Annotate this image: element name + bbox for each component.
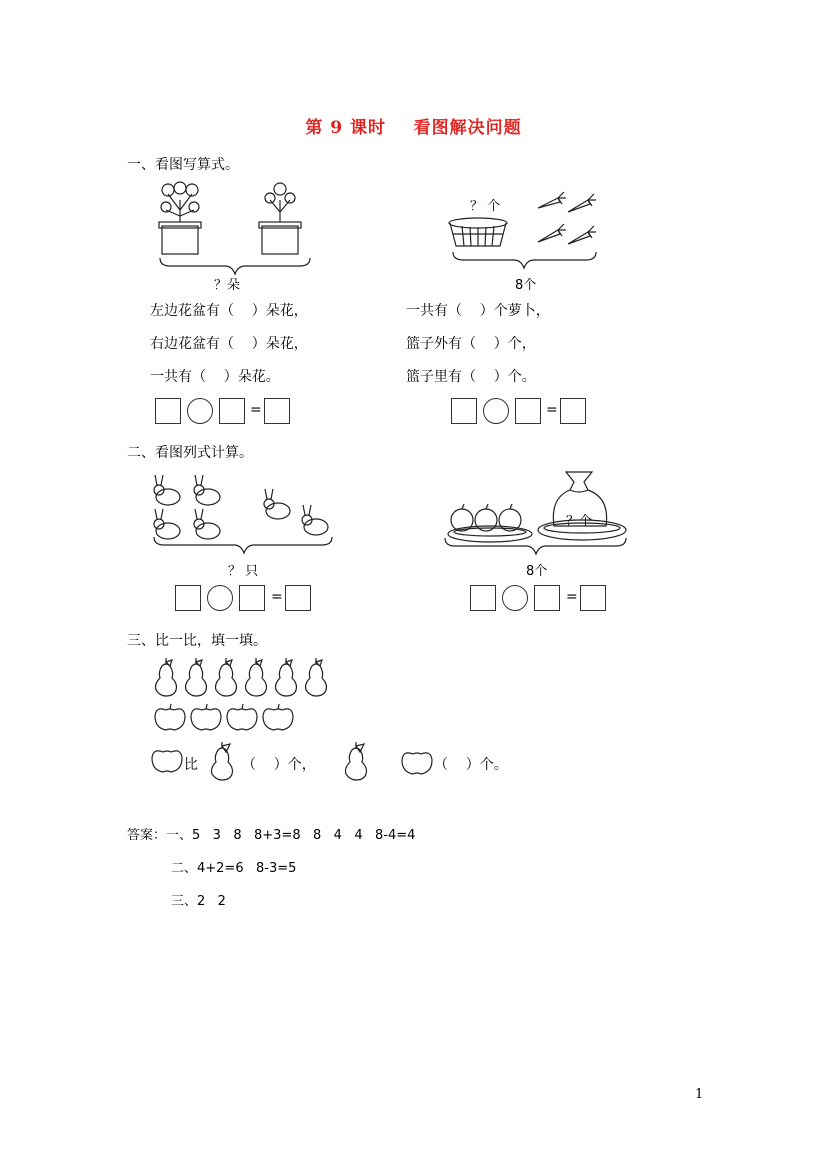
brace-s2-right	[445, 538, 626, 554]
flower-pots-figure	[150, 180, 320, 275]
compare-text-3: （ ）个。	[434, 757, 508, 773]
apple-icon	[191, 704, 221, 730]
answer-box[interactable]	[580, 585, 606, 611]
compare-text-1: 比	[184, 757, 198, 773]
answers-line3: 三、2 2	[171, 894, 226, 909]
s1-left-line1: 左边花盆有（ ）朵花，	[150, 303, 308, 319]
section1-heading: 一、看图写算式。	[127, 157, 239, 173]
apple-icon	[475, 504, 497, 531]
answers-line2: 二、4+2=6 8-3=5	[171, 861, 297, 876]
answer-box[interactable]	[560, 398, 586, 424]
apple-icon	[400, 748, 434, 778]
section3-heading: 三、比一比，填一填。	[127, 633, 267, 649]
plate-icon	[448, 526, 532, 542]
operator-circle[interactable]	[483, 398, 509, 424]
apples-bag-figure	[442, 468, 632, 560]
page-number: 1	[695, 1087, 704, 1102]
section1-right-top-label: ？ 个	[470, 199, 501, 214]
answer-box[interactable]	[285, 585, 311, 611]
pears-apples-figure	[152, 658, 342, 738]
brace-left	[160, 258, 310, 274]
apple-icon	[155, 704, 185, 730]
answer-box[interactable]	[155, 398, 181, 424]
s1-right-line3: 篮子里有（ ）个。	[406, 369, 536, 385]
pear-icon	[342, 742, 374, 782]
page-title: 第 9 课时 看图解决问题	[305, 118, 522, 138]
section1-left-brace-label: ？朵	[214, 278, 241, 293]
pear-icon	[208, 742, 240, 782]
rabbit-icon	[154, 509, 180, 539]
carrot-icon	[538, 224, 566, 242]
s1-right-line1: 一共有（ ）个萝卜，	[406, 303, 550, 319]
rabbit-icon	[302, 505, 328, 535]
apple-icon	[227, 704, 257, 730]
answer-box[interactable]	[534, 585, 560, 611]
flower-pot-right-icon	[259, 183, 301, 254]
rabbit-icon	[154, 475, 180, 505]
brace-right	[453, 252, 596, 268]
flower-pot-left-icon	[159, 182, 201, 254]
compare-text-2: （ ）个，	[242, 757, 316, 773]
pear-icon	[156, 658, 177, 696]
section2-left-brace-label: ？ 只	[228, 564, 259, 579]
section2-right-brace-label: 8个	[526, 564, 548, 579]
answer-box[interactable]	[451, 398, 477, 424]
section2-heading: 二、看图列式计算。	[127, 445, 253, 461]
rabbit-icon	[264, 489, 290, 519]
answer-box[interactable]	[239, 585, 265, 611]
pear-icon	[186, 658, 207, 696]
apple-icon	[263, 704, 293, 730]
s1-right-line2: 篮子外有（ ）个，	[406, 336, 536, 352]
rabbit-icon	[194, 509, 220, 539]
operator-circle[interactable]	[187, 398, 213, 424]
rabbit-icon	[194, 475, 220, 505]
operator-circle[interactable]	[207, 585, 233, 611]
pear-icon	[306, 658, 327, 696]
answers-line1: 答案：一、5 3 8 8+3=8 8 4 4 8-4=4	[127, 828, 416, 843]
pear-icon	[276, 658, 297, 696]
answer-box[interactable]	[219, 398, 245, 424]
operator-circle[interactable]	[502, 585, 528, 611]
rabbits-figure	[152, 473, 337, 558]
brace-s2-left	[154, 537, 332, 553]
carrot-icon	[568, 194, 596, 212]
pear-icon	[216, 658, 237, 696]
apple-icon	[150, 744, 184, 776]
equals-sign: =	[271, 589, 283, 605]
answer-box[interactable]	[515, 398, 541, 424]
pear-icon	[246, 658, 267, 696]
s1-left-line3: 一共有（ ）朵花。	[150, 369, 280, 385]
answer-box[interactable]	[175, 585, 201, 611]
answer-box[interactable]	[264, 398, 290, 424]
equals-sign: =	[250, 402, 262, 418]
equals-sign: =	[546, 402, 558, 418]
section1-right-brace-label: 8个	[515, 278, 537, 293]
s1-left-line2: 右边花盆有（ ）朵花，	[150, 336, 308, 352]
bag-label: ？个	[566, 514, 593, 529]
carrot-icon	[538, 192, 566, 208]
answer-box[interactable]	[470, 585, 496, 611]
equals-sign: =	[566, 589, 578, 605]
carrot-icon	[568, 226, 596, 244]
basket-icon	[449, 218, 507, 246]
basket-carrots-figure	[448, 190, 608, 275]
